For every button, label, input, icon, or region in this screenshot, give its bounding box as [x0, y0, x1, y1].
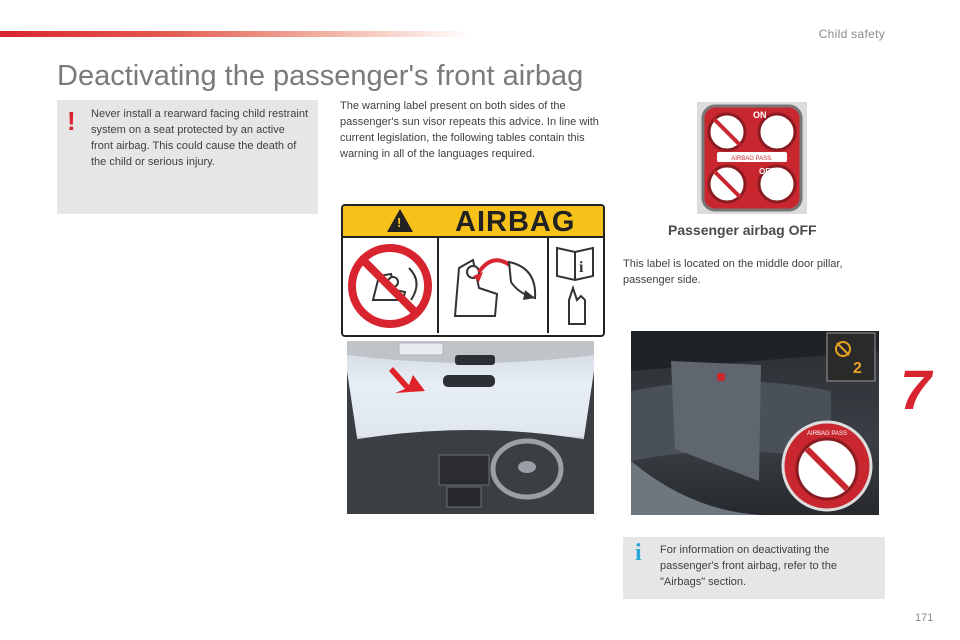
- page-title: Deactivating the passenger's front airbag: [57, 60, 584, 92]
- passenger-airbag-text: This label is located on the middle door pillar, passenger side.: [623, 258, 843, 286]
- warning-icon: !: [67, 106, 76, 136]
- airbag-label-header: [343, 206, 603, 238]
- section-title: Child safety: [818, 27, 885, 41]
- glovebox-ring-text: AIRBAG PASS: [807, 431, 847, 437]
- on-off-label-photo: [697, 102, 807, 214]
- read-manual-cell: [549, 238, 601, 333]
- manual-book-icon: [549, 238, 601, 333]
- door-pillar-illustration: [631, 331, 879, 515]
- no-rearward-seat-icon: [343, 238, 437, 333]
- dashboard-illustration: [347, 341, 594, 514]
- chapter-number: 7: [900, 358, 932, 421]
- intro-text: The warning label present on both sides of the passenger's sun visor repeats this advice. In line with current legislation, the following tables contain this warning in all of the languages required.: [340, 100, 599, 160]
- info-text: For information on deactivating the passenger's front airbag, refer to the "Airbags" section.: [660, 544, 837, 588]
- sticker-off-text: OFF: [759, 167, 775, 176]
- info-icon: i: [635, 540, 642, 566]
- info-box: [623, 537, 885, 599]
- airbag-warning-label: [341, 204, 605, 337]
- header-accent-bar: [0, 31, 470, 37]
- airbag-deploy-icon: [439, 238, 547, 333]
- svg-text:i: i: [579, 259, 584, 276]
- no-rear-seat-cell: [343, 238, 439, 333]
- warning-triangle-icon: [387, 209, 413, 232]
- airbag-on-off-sticker: [697, 102, 807, 214]
- airbag-label-heading: AIRBAG: [455, 206, 576, 238]
- passenger-airbag-heading: Passenger airbag OFF: [668, 222, 817, 238]
- page-number: 171: [915, 612, 934, 624]
- airbag-deploy-cell: [439, 238, 549, 333]
- door-pillar-photo: [631, 331, 879, 515]
- sun-visor-photo: [347, 341, 594, 514]
- triangle-mark: !: [397, 215, 402, 230]
- sticker-on-text: ON: [753, 110, 767, 120]
- warning-text: Never install a rearward facing child restraint system on a seat protected by an active front airbag. This could cause the death of the child or serious injury.: [91, 108, 309, 168]
- inset-number: 2: [853, 360, 862, 377]
- warning-box: [57, 100, 318, 214]
- sticker-band-text: AIRBAG PASS.: [731, 156, 773, 162]
